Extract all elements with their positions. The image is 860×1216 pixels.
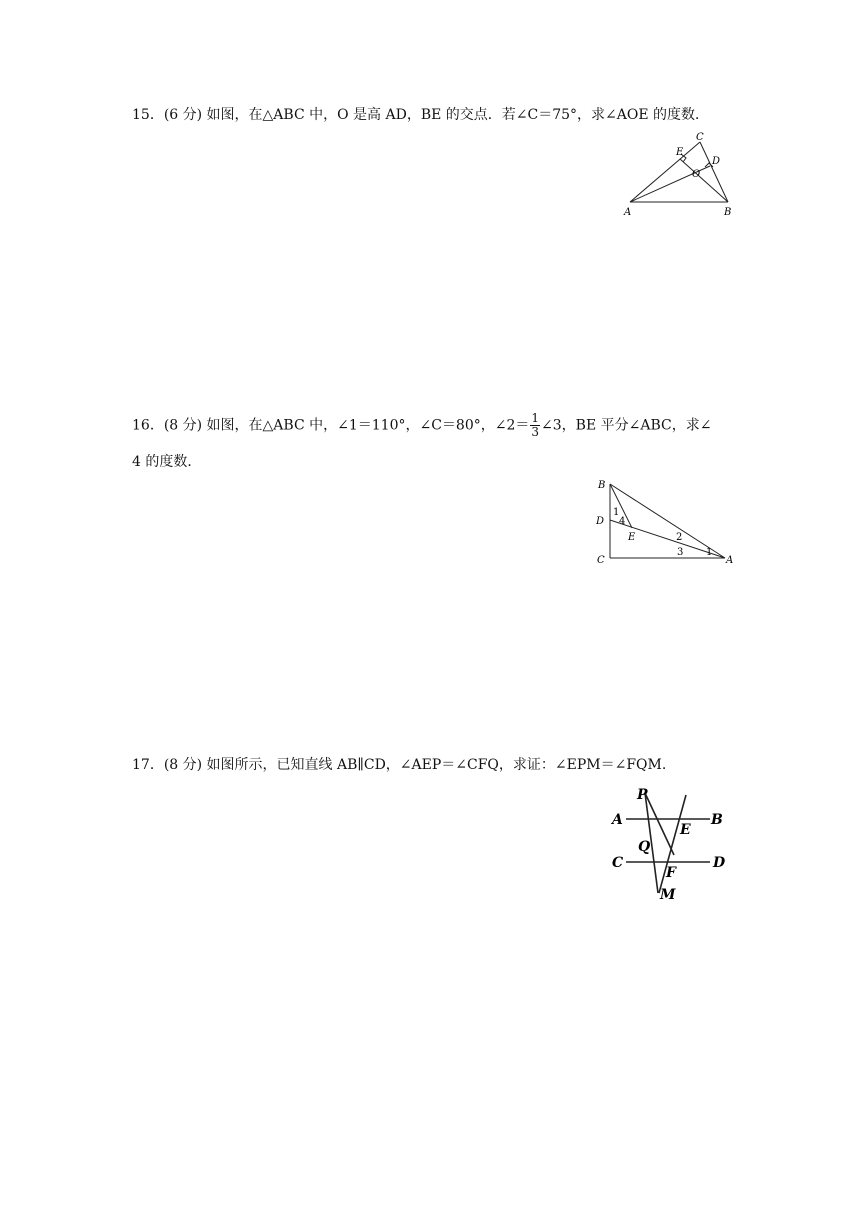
fig15-label-A: A [624, 207, 632, 218]
fig17-label-C: C [612, 855, 624, 871]
fig17-label-E: E [680, 822, 691, 838]
fraction-denominator: 3 [531, 425, 540, 439]
fig15-label-D: D [712, 156, 721, 167]
fig16-angle-1: 1 [613, 507, 620, 518]
fig16-label-C: C [597, 555, 605, 566]
fig16-label-D: D [596, 516, 605, 527]
fig17-label-A: A [612, 812, 623, 828]
question-17-text: 17．(8 分) 如图所示，已知直线 AB∥CD，∠AEP＝∠CFQ，求证：∠EPM＝∠FQM. [132, 757, 667, 773]
fig16-label-B: B [598, 480, 606, 491]
question-15-text: 15．(6 分) 如图，在△ABC 中，O 是高 AD，BE 的交点．若∠C＝75°，求∠AOE 的度数． [132, 107, 710, 123]
fig17-label-B: B [711, 812, 723, 828]
fig15-label-E: E [676, 147, 684, 158]
question-16-text-c: 4 的度数． [132, 454, 202, 470]
fraction-numerator: 1 [531, 411, 540, 425]
question-16-text-b: ∠3，BE 平分∠ABC，求∠ [541, 417, 712, 434]
fig15-label-C: C [696, 132, 704, 143]
question-16-text [132, 412, 711, 439]
fig16-label-E: E [628, 532, 636, 543]
figure-16-triangle [592, 476, 752, 570]
question-16-text-a: 16．(8 分) 如图，在△ABC 中，∠1＝110°，∠C＝80°，∠2＝ [132, 417, 530, 434]
fig15-label-B: B [724, 207, 732, 218]
fig16-angle-4: 4 [619, 516, 626, 527]
fig16-angle-2: 2 [676, 532, 683, 543]
fig17-label-F: F [666, 865, 676, 881]
fig17-label-M: M [660, 887, 676, 903]
fig17-label-D: D [713, 855, 726, 871]
fig16-angle-1-at-A: 1 [706, 547, 713, 558]
figure-17-parallel-lines [610, 785, 735, 903]
fig16-angle-3: 3 [677, 547, 684, 558]
figure-15-triangle [620, 128, 750, 218]
fig16-label-A: A [726, 555, 734, 566]
fig17-label-P: P [637, 787, 648, 803]
fraction-one-third [530, 412, 540, 439]
fig15-label-O: O [692, 169, 701, 180]
fig17-label-Q: Q [638, 839, 651, 855]
